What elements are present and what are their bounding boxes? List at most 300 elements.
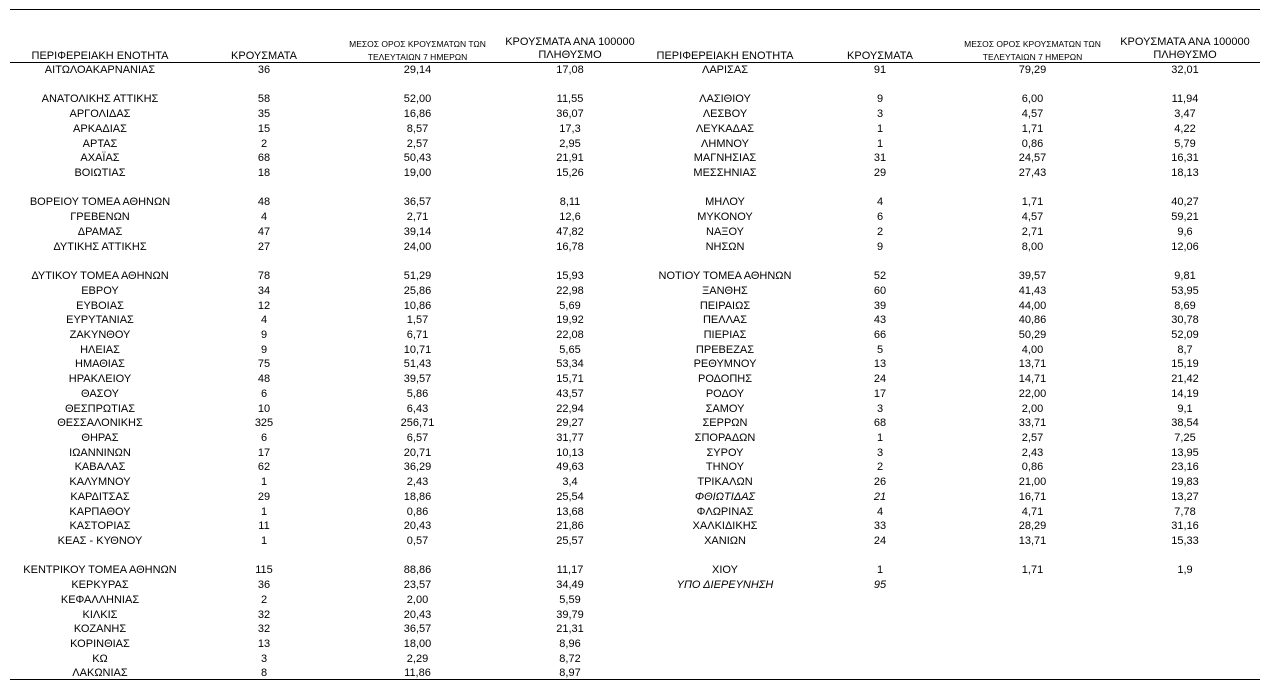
per100k-cell: 8,72 (559, 652, 581, 665)
per100k-cell: 21,86 (556, 520, 584, 533)
table-row (0, 313, 1270, 328)
per100k-cell: 36,07 (556, 108, 584, 121)
avg-cell: 36,57 (403, 623, 432, 636)
avg-cell: 36,57 (403, 196, 432, 209)
region-cell: ΦΛΩΡΙΝΑΣ (696, 505, 754, 518)
region-cell: ΔΥΤΙΚΗΣ ΑΤΤΙΚΗΣ (53, 240, 147, 253)
avg-cell: 19,00 (403, 167, 432, 180)
avg-cell: 2,71 (1021, 225, 1044, 238)
blank-row (0, 549, 1270, 564)
avg-cell: 36,29 (403, 461, 432, 474)
per100k-cell: 47,82 (556, 225, 584, 238)
per100k-cell: 5,59 (559, 593, 581, 606)
table-row (0, 416, 1270, 431)
avg-cell: 0,86 (1021, 137, 1044, 150)
avg-cell: 4,57 (1021, 108, 1044, 121)
blank-row (0, 254, 1270, 269)
avg-cell: 24,57 (1018, 152, 1047, 165)
avg-cell: 256,71 (400, 417, 435, 430)
per100k-cell: 19,83 (1171, 476, 1199, 489)
region-cell: ΠΕΙΡΑΙΩΣ (699, 299, 751, 312)
avg-cell: 39,57 (403, 373, 432, 386)
header-region-right: ΠΕΡΙΦΕΡΕΙΑΚΗ ΕΝΟΤΗΤΑ (656, 50, 794, 62)
table-row (0, 622, 1270, 637)
avg-cell: 51,43 (403, 358, 432, 371)
avg-cell: 1,71 (1021, 196, 1044, 209)
cases-cell: 78 (257, 270, 271, 283)
region-cell: ΜΕΣΣΗΝΙΑΣ (693, 167, 757, 180)
region-cell: ΚΟΖΑΝΗΣ (73, 623, 127, 636)
table-row (0, 137, 1270, 152)
cases-cell: 8 (260, 667, 268, 680)
per100k-cell: 2,95 (559, 137, 581, 150)
region-cell: ΡΕΘΥΜΝΟΥ (693, 358, 757, 371)
avg-cell: 20,43 (403, 520, 432, 533)
per100k-cell: 4,22 (1174, 122, 1196, 135)
table-row (0, 210, 1270, 225)
cases-cell: 6 (260, 387, 268, 400)
region-cell: ΔΡΑΜΑΣ (77, 225, 123, 238)
avg-cell: 16,86 (403, 108, 432, 121)
table-row (0, 269, 1270, 284)
avg-cell: 6,71 (406, 328, 429, 341)
avg-cell: 22,00 (1018, 387, 1047, 400)
per100k-cell: 9,1 (1177, 402, 1193, 415)
region-cell: ΛΑΚΩΝΙΑΣ (72, 667, 128, 680)
region-cell: ΘΕΣΣΑΛΟΝΙΚΗΣ (57, 417, 143, 430)
cases-cell: 1 (876, 564, 884, 577)
region-cell: ΕΥΡΥΤΑΝΙΑΣ (66, 314, 134, 327)
cases-cell: 29 (257, 490, 271, 503)
table-row (0, 431, 1270, 446)
table-row (0, 387, 1270, 402)
cases-cell: 4 (876, 196, 884, 209)
per100k-cell: 7,25 (1174, 431, 1196, 444)
region-cell: ΑΡΤΑΣ (82, 137, 118, 150)
per100k-cell: 32,01 (1171, 64, 1199, 76)
per100k-cell: 15,71 (556, 373, 584, 386)
per100k-cell: 11,17 (556, 564, 584, 577)
avg-cell: 44,00 (1018, 299, 1047, 312)
cases-cell: 33 (873, 520, 887, 533)
cases-cell: 26 (873, 476, 887, 489)
avg-cell: 21,00 (1018, 476, 1047, 489)
avg-cell: 29,14 (403, 64, 432, 76)
region-cell: ΓΡΕΒΕΝΩΝ (70, 211, 130, 224)
region-cell: ΘΑΣΟΥ (80, 387, 120, 400)
per100k-cell: 17,3 (559, 122, 581, 135)
cases-cell: 325 (254, 417, 274, 430)
avg-cell: 79,29 (1018, 64, 1047, 76)
cases-cell: 52 (873, 270, 887, 283)
cases-cell: 1 (260, 535, 268, 547)
region-cell: ΚΙΛΚΙΣ (82, 608, 118, 621)
per100k-cell: 3,47 (1174, 108, 1196, 121)
table-row (0, 505, 1270, 520)
cases-cell: 1 (876, 122, 884, 135)
region-cell: ΤΗΝΟΥ (705, 461, 745, 474)
cases-cell: 95 (873, 579, 887, 592)
per100k-cell: 8,96 (559, 638, 581, 651)
per100k-cell: 13,27 (1171, 490, 1199, 503)
cases-cell: 58 (257, 93, 271, 106)
avg-cell: 10,71 (403, 343, 432, 356)
cases-cell: 68 (873, 417, 887, 430)
cases-cell: 11 (258, 520, 270, 533)
table-row (0, 328, 1270, 343)
table-row (0, 195, 1270, 210)
table-row (0, 151, 1270, 166)
region-cell: ΚΩ (92, 652, 108, 665)
avg-cell: 1,71 (1021, 122, 1044, 135)
table-row (0, 593, 1270, 608)
per100k-cell: 8,69 (1174, 299, 1196, 312)
region-cell: ΑΡΚΑΔΙΑΣ (73, 122, 127, 135)
region-cell: ΛΕΥΚΑΔΑΣ (695, 122, 755, 135)
region-cell: ΤΡΙΚΑΛΩΝ (697, 476, 753, 489)
cases-cell: 2 (876, 461, 884, 474)
cases-cell: 35 (257, 108, 271, 121)
per100k-cell: 53,95 (1171, 284, 1199, 297)
cases-cell: 1 (260, 505, 268, 518)
avg-cell: 39,57 (1018, 270, 1047, 283)
per100k-cell: 15,33 (1171, 535, 1199, 547)
avg-cell: 24,00 (403, 240, 432, 253)
avg-cell: 88,86 (403, 564, 432, 577)
avg-cell: 0,86 (1021, 461, 1044, 474)
table-row (0, 534, 1270, 549)
table-row (0, 460, 1270, 475)
table-row (0, 402, 1270, 417)
per100k-cell: 25,54 (556, 490, 584, 503)
per100k-cell: 1,9 (1177, 564, 1193, 577)
cases-cell: 5 (876, 343, 884, 356)
cases-cell: 43 (873, 314, 887, 327)
per100k-cell: 3,4 (562, 476, 578, 489)
region-cell: ΗΜΑΘΙΑΣ (75, 358, 125, 371)
table-row (0, 357, 1270, 372)
region-cell: ΣΕΡΡΩΝ (702, 417, 748, 430)
per100k-cell: 15,26 (556, 167, 584, 180)
bottom-rule (10, 679, 1260, 680)
cases-cell: 32 (257, 608, 271, 621)
cases-cell: 3 (876, 402, 884, 415)
cases-cell: 115 (255, 564, 273, 577)
table-row (0, 240, 1270, 255)
region-cell: ΝΑΞΟΥ (706, 225, 744, 238)
table-row (0, 166, 1270, 181)
cases-cell: 13 (257, 638, 271, 651)
cases-cell: 15 (257, 122, 271, 135)
region-cell: ΛΗΜΝΟΥ (701, 137, 749, 150)
per100k-cell: 5,79 (1174, 137, 1196, 150)
table-row (0, 225, 1270, 240)
per100k-cell: 21,42 (1171, 373, 1199, 386)
cases-cell: 48 (257, 373, 271, 386)
avg-cell: 11,86 (404, 667, 431, 680)
cases-cell: 32 (257, 623, 271, 636)
blank-row (0, 181, 1270, 196)
cases-cell: 9 (876, 93, 884, 106)
avg-cell: 51,29 (403, 270, 432, 283)
cases-cell: 6 (876, 211, 884, 224)
top-rule (10, 9, 1260, 10)
avg-cell: 18,00 (403, 638, 432, 651)
table-row (0, 284, 1270, 299)
cases-cell: 12 (257, 299, 271, 312)
per100k-cell: 8,97 (559, 667, 581, 680)
table-row (0, 63, 1270, 78)
region-cell: ΧΑΝΙΩΝ (704, 535, 746, 547)
avg-cell: 13,71 (1018, 358, 1047, 371)
avg-cell: 6,00 (1021, 93, 1044, 106)
per100k-cell: 40,27 (1171, 196, 1199, 209)
cases-cell: 31 (873, 152, 887, 165)
header-cases-left: ΚΡΟΥΣΜΑΤΑ (231, 50, 297, 62)
per100k-cell: 18,13 (1171, 167, 1199, 180)
region-cell: ΒΟΙΩΤΙΑΣ (74, 167, 126, 180)
per100k-cell: 31,16 (1171, 520, 1199, 533)
avg-cell: 2,00 (406, 593, 429, 606)
region-cell: ΜΗΛΟΥ (705, 196, 745, 209)
header-avg-left: ΜΕΣΟΣ ΟΡΟΣ ΚΡΟΥΣΜΑΤΩΝ ΤΩΝ ΤΕΛΕΥΤΑΙΩΝ 7 ΗΜΕΡΩΝ (349, 39, 486, 62)
cases-cell: 3 (876, 108, 884, 121)
avg-cell: 13,71 (1018, 535, 1047, 547)
cases-cell: 9 (876, 240, 884, 253)
avg-cell: 5,86 (406, 387, 429, 400)
region-cell: ΑΝΑΤΟΛΙΚΗΣ ΑΤΤΙΚΗΣ (41, 93, 159, 106)
per100k-cell: 49,63 (556, 461, 584, 474)
per100k-cell: 11,94 (1171, 93, 1199, 106)
per100k-cell: 22,94 (556, 402, 584, 415)
per100k-cell: 19,92 (556, 314, 584, 327)
region-cell: ΝΗΣΩΝ (705, 240, 745, 253)
avg-cell: 1,71 (1021, 564, 1044, 577)
per100k-cell: 30,78 (1171, 314, 1199, 327)
per100k-cell: 16,78 (556, 240, 584, 253)
cases-cell: 17 (257, 446, 271, 459)
avg-cell: 6,43 (406, 402, 429, 415)
cases-cell: 60 (873, 284, 887, 297)
region-cell: ΚΑΒΑΛΑΣ (74, 461, 126, 474)
cases-cell: 9 (260, 328, 268, 341)
per100k-cell: 5,69 (559, 299, 581, 312)
per100k-cell: 29,27 (556, 417, 584, 430)
table-row (0, 343, 1270, 358)
table-row (0, 299, 1270, 314)
region-cell: ΧΙΟΥ (712, 564, 738, 577)
table-row (0, 122, 1270, 137)
per100k-cell: 34,49 (556, 579, 584, 592)
per100k-cell: 23,16 (1171, 461, 1199, 474)
region-cell: ΣΠΟΡΑΔΩΝ (694, 431, 756, 444)
region-cell: ΖΑΚΥΝΘΟΥ (69, 328, 131, 341)
cases-cell: 17 (873, 387, 887, 400)
region-cell: ΚΕΑΣ - ΚΥΘΝΟΥ (57, 535, 143, 547)
right-table (0, 63, 1270, 593)
per100k-cell: 22,98 (556, 284, 584, 297)
per100k-cell: 31,77 (556, 431, 584, 444)
avg-cell: 27,43 (1018, 167, 1047, 180)
cases-cell: 27 (257, 240, 271, 253)
avg-cell: 20,71 (403, 446, 432, 459)
avg-cell: 20,43 (403, 608, 432, 621)
region-cell: ΝΟΤΙΟΥ ΤΟΜΕΑ ΑΘΗΝΩΝ (658, 270, 792, 283)
cases-cell: 24 (873, 535, 887, 547)
per100k-cell: 15,93 (556, 270, 584, 283)
header-cases-right: ΚΡΟΥΣΜΑΤΑ (847, 50, 913, 62)
table-row (0, 475, 1270, 490)
per100k-cell: 22,08 (556, 328, 584, 341)
cases-cell: 1 (876, 137, 884, 150)
per100k-cell: 25,57 (556, 535, 584, 547)
per100k-cell: 38,54 (1171, 417, 1199, 430)
avg-cell: 52,00 (403, 93, 432, 106)
cases-cell: 75 (257, 358, 271, 371)
cases-cell: 10 (257, 402, 271, 415)
avg-cell: 2,57 (1021, 431, 1044, 444)
table-row (0, 578, 1270, 593)
cases-cell: 48 (257, 196, 271, 209)
avg-cell: 25,86 (403, 284, 432, 297)
region-cell: ΑΧΑΪΑΣ (80, 152, 120, 165)
per100k-cell: 21,31 (556, 623, 584, 636)
per100k-cell: 14,19 (1171, 387, 1199, 400)
region-cell: ΑΡΓΟΛΙΔΑΣ (69, 108, 131, 121)
cases-cell: 47 (257, 225, 271, 238)
region-cell: ΚΕΝΤΡΙΚΟΥ ΤΟΜΕΑ ΑΘΗΝΩΝ (23, 564, 177, 577)
cases-cell: 18 (257, 167, 271, 180)
table-row (0, 372, 1270, 387)
cases-cell: 66 (873, 328, 887, 341)
per100k-cell: 10,13 (556, 446, 584, 459)
region-cell: ΚΑΣΤΟΡΙΑΣ (69, 520, 131, 533)
cases-cell: 21 (873, 490, 887, 503)
per100k-cell: 52,09 (1171, 328, 1199, 341)
region-cell: ΕΥΒΟΙΑΣ (76, 299, 124, 312)
region-cell: ΚΑΡΠΑΘΟΥ (69, 505, 131, 518)
header-avg-right: ΜΕΣΟΣ ΟΡΟΣ ΚΡΟΥΣΜΑΤΩΝ ΤΩΝ ΤΕΛΕΥΤΑΙΩΝ 7 ΗΜΕΡΩΝ (964, 39, 1101, 62)
cases-cell: 2 (260, 593, 268, 606)
avg-cell: 0,57 (406, 535, 429, 547)
cases-cell: 1 (876, 431, 884, 444)
cases-cell: 9 (260, 343, 268, 356)
per100k-cell: 21,91 (556, 152, 584, 165)
per100k-cell: 59,21 (1171, 211, 1199, 224)
per100k-cell: 7,78 (1174, 505, 1196, 518)
region-cell: ΣΑΜΟΥ (705, 402, 745, 415)
avg-cell: 2,71 (406, 211, 429, 224)
cases-cell: 2 (876, 225, 884, 238)
avg-cell: 2,43 (1021, 446, 1044, 459)
per100k-cell: 53,34 (556, 358, 584, 371)
avg-cell: 40,86 (1018, 314, 1047, 327)
avg-cell: 18,86 (403, 490, 432, 503)
region-cell: ΧΑΛΚΙΔΙΚΗΣ (692, 520, 758, 533)
region-cell: ΜΑΓΝΗΣΙΑΣ (693, 152, 757, 165)
avg-cell: 33,71 (1018, 417, 1047, 430)
per100k-cell: 5,65 (559, 343, 581, 356)
region-cell: ΞΑΝΘΗΣ (702, 284, 748, 297)
avg-cell: 50,43 (403, 152, 432, 165)
table-row (0, 637, 1270, 652)
avg-cell: 0,86 (406, 505, 429, 518)
region-cell: ΘΗΡΑΣ (81, 431, 119, 444)
avg-cell: 2,00 (1021, 402, 1044, 415)
per100k-cell: 16,31 (1171, 152, 1199, 165)
avg-cell: 4,00 (1021, 343, 1044, 356)
table-row (0, 519, 1270, 534)
cases-cell: 68 (257, 152, 271, 165)
region-cell: ΙΩΑΝΝΙΝΩΝ (69, 446, 131, 459)
cases-cell: 1 (260, 476, 268, 489)
table-row (0, 563, 1270, 578)
cases-cell: 29 (873, 167, 887, 180)
region-cell: ΘΕΣΠΡΩΤΙΑΣ (64, 402, 136, 415)
region-cell: ΚΕΡΚΥΡΑΣ (71, 579, 129, 592)
per100k-cell: 11,55 (556, 93, 584, 106)
per100k-cell: 15,19 (1171, 358, 1199, 371)
region-cell: ΒΟΡΕΙΟΥ ΤΟΜΕΑ ΑΘΗΝΩΝ (29, 196, 171, 209)
region-cell: ΛΕΣΒΟΥ (702, 108, 748, 121)
region-cell: ΣΥΡΟΥ (706, 446, 744, 459)
cases-cell: 6 (260, 431, 268, 444)
table-row (0, 107, 1270, 122)
avg-cell: 50,29 (1018, 328, 1047, 341)
table-row (0, 652, 1270, 667)
per100k-cell: 13,68 (556, 505, 584, 518)
per100k-cell: 17,08 (556, 64, 584, 76)
region-cell: ΜΥΚΟΝΟΥ (697, 211, 753, 224)
per100k-cell: 43,57 (556, 387, 584, 400)
header-per100k-right: ΚΡΟΥΣΜΑΤΑ ΑΝΑ 100000 ΠΛΗΘΥΣΜΟ (1120, 36, 1250, 61)
per100k-cell: 8,11 (559, 196, 581, 209)
cases-cell: 62 (257, 461, 271, 474)
table-row (0, 490, 1270, 505)
header-region-left: ΠΕΡΙΦΕΡΕΙΑΚΗ ΕΝΟΤΗΤΑ (31, 50, 169, 62)
header-per100k-left: ΚΡΟΥΣΜΑΤΑ ΑΝΑ 100000 ΠΛΗΘΥΣΜΟ (505, 36, 635, 61)
table-row (0, 446, 1270, 461)
region-cell: ΚΑΡΔΙΤΣΑΣ (70, 490, 130, 503)
region-cell: ΡΟΔΟΥ (705, 387, 745, 400)
avg-cell: 2,57 (406, 137, 429, 150)
blank-row (0, 78, 1270, 93)
cases-cell: 24 (873, 373, 887, 386)
avg-cell: 23,57 (403, 579, 432, 592)
region-cell: ΚΟΡΙΝΘΙΑΣ (70, 638, 130, 651)
region-cell: ΠΡΕΒΕΖΑΣ (695, 343, 755, 356)
avg-cell: 28,29 (1018, 520, 1047, 533)
avg-cell: 2,29 (406, 652, 429, 665)
region-cell: ΗΛΕΙΑΣ (80, 343, 120, 356)
cases-cell: 2 (260, 137, 268, 150)
per100k-cell: 13,95 (1171, 446, 1199, 459)
cases-cell: 4 (260, 314, 268, 327)
cases-cell: 4 (876, 505, 884, 518)
per100k-cell: 12,06 (1171, 240, 1199, 253)
avg-cell: 4,71 (1021, 505, 1044, 518)
avg-cell: 1,57 (406, 314, 429, 327)
region-cell: ΡΟΔΟΠΗΣ (697, 373, 753, 386)
region-cell: ΛΑΡΙΣΑΣ (701, 64, 748, 76)
region-cell: ΠΕΛΛΑΣ (702, 314, 748, 327)
region-cell: ΚΕΦΑΛΛΗΝΙΑΣ (60, 593, 140, 606)
cases-cell: 3 (876, 446, 884, 459)
per100k-cell: 9,6 (1177, 225, 1193, 238)
region-cell: ΕΒΡΟΥ (81, 284, 119, 297)
region-cell: ΚΑΛΥΜΝΟΥ (69, 476, 131, 489)
region-cell: ΗΡΑΚΛΕΙΟΥ (68, 373, 132, 386)
